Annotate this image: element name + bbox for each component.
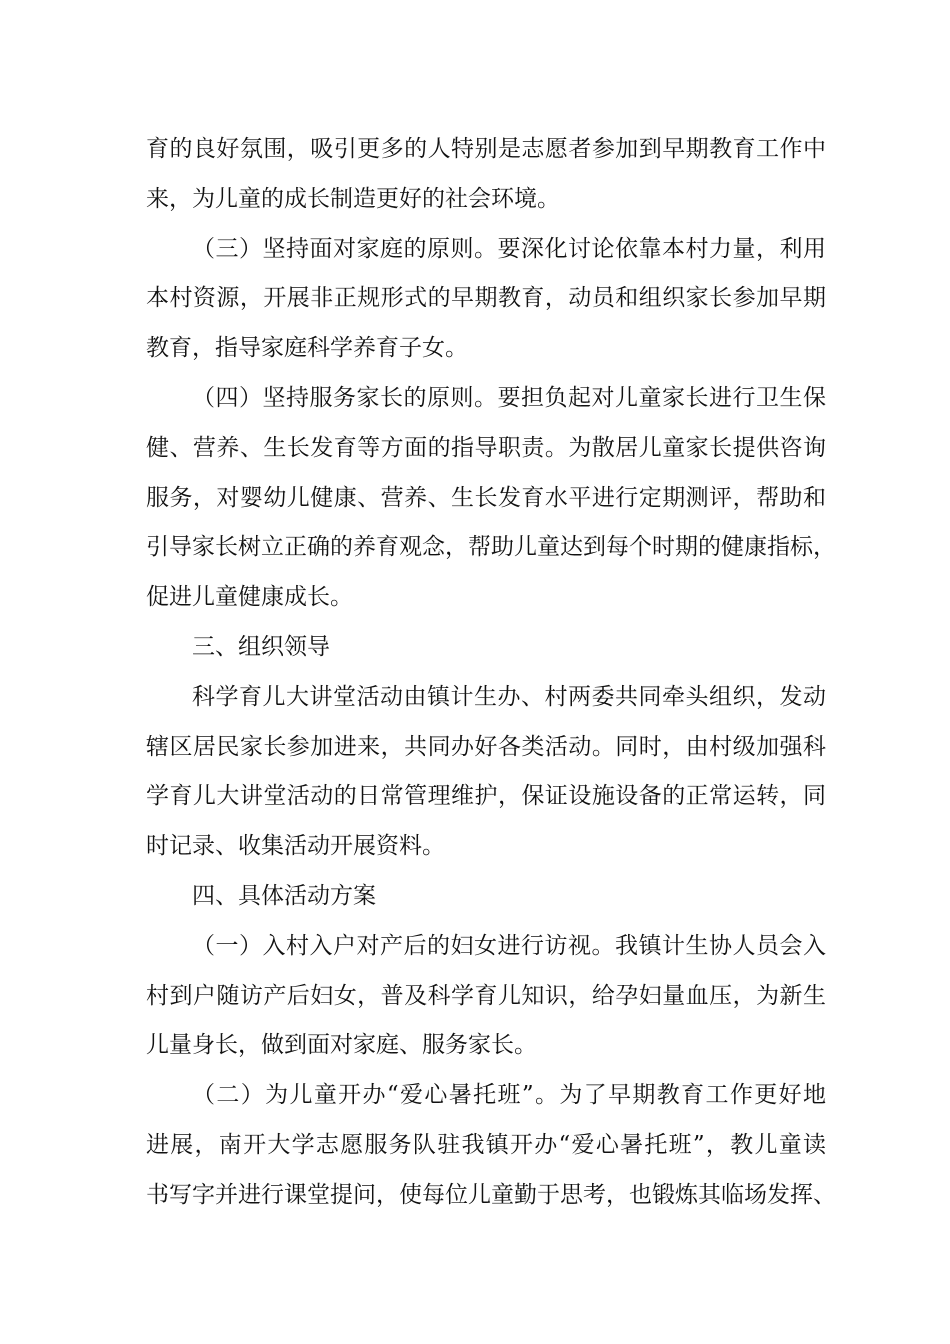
text-line-14: 学育儿大讲堂活动的日常管理维护，保证设施设备的正常运转，同 (146, 783, 826, 810)
text-line-9: 引导家长树立正确的养育观念，帮助儿童达到每个时期的健康指标， (146, 534, 836, 561)
text-line-12: 科学育儿大讲堂活动由镇计生办、村两委共同牵头组织，发动 (192, 683, 826, 710)
text-line-6: （四）坚持服务家长的原则。要担负起对儿童家长进行卫生保 (192, 384, 826, 411)
text-line-1: 育的良好氛围，吸引更多的人特别是志愿者参加到早期教育工作中 (146, 136, 826, 162)
text-line-19: 儿量身长，做到面对家庭、服务家长。 (146, 1032, 537, 1059)
text-line-4: 本村资源，开展非正规形式的早期教育，动员和组织家长参加早期 (146, 285, 826, 312)
text-line-22: 书写字并进行课堂提问，使每位儿童勤于思考，也锻炼其临场发挥、 (146, 1181, 836, 1208)
text-line-5: 教育，指导家庭科学养育子女。 (146, 335, 468, 362)
text-line-21: 进展，南开大学志愿服务队驻我镇开办“爱心暑托班”，教儿童读 (146, 1131, 826, 1158)
text-line-18: 村到户随访产后妇女，普及科学育儿知识，给孕妇量血压，为新生 (146, 982, 826, 1009)
text-line-15: 时记录、收集活动开展资料。 (146, 833, 445, 860)
text-line-8: 服务，对婴幼儿健康、营养、生长发育水平进行定期测评，帮助和 (146, 484, 826, 511)
text-line-20: （二）为儿童开办“爱心暑托班”。为了早期教育工作更好地 (192, 1082, 826, 1109)
text-line-13: 辖区居民家长参加进来，共同办好各类活动。同时，由村级加强科 (146, 733, 826, 760)
text-line-3: （三）坚持面对家庭的原则。要深化讨论依靠本村力量，利用 (192, 235, 826, 262)
text-line-2: 来，为儿童的成长制造更好的社会环境。 (146, 185, 560, 212)
section-heading-activity-plan: 四、具体活动方案 (192, 882, 376, 909)
text-line-7: 健、营养、生长发育等方面的指导职责。为散居儿童家长提供咨询 (146, 434, 826, 461)
document-page (146, 125, 836, 1221)
text-line-10: 促进儿童健康成长。 (146, 584, 353, 611)
section-heading-organization: 三、组织领导 (192, 633, 330, 660)
text-line-17: （一）入村入户对产后的妇女进行访视。我镇计生协人员会入 (192, 932, 826, 959)
